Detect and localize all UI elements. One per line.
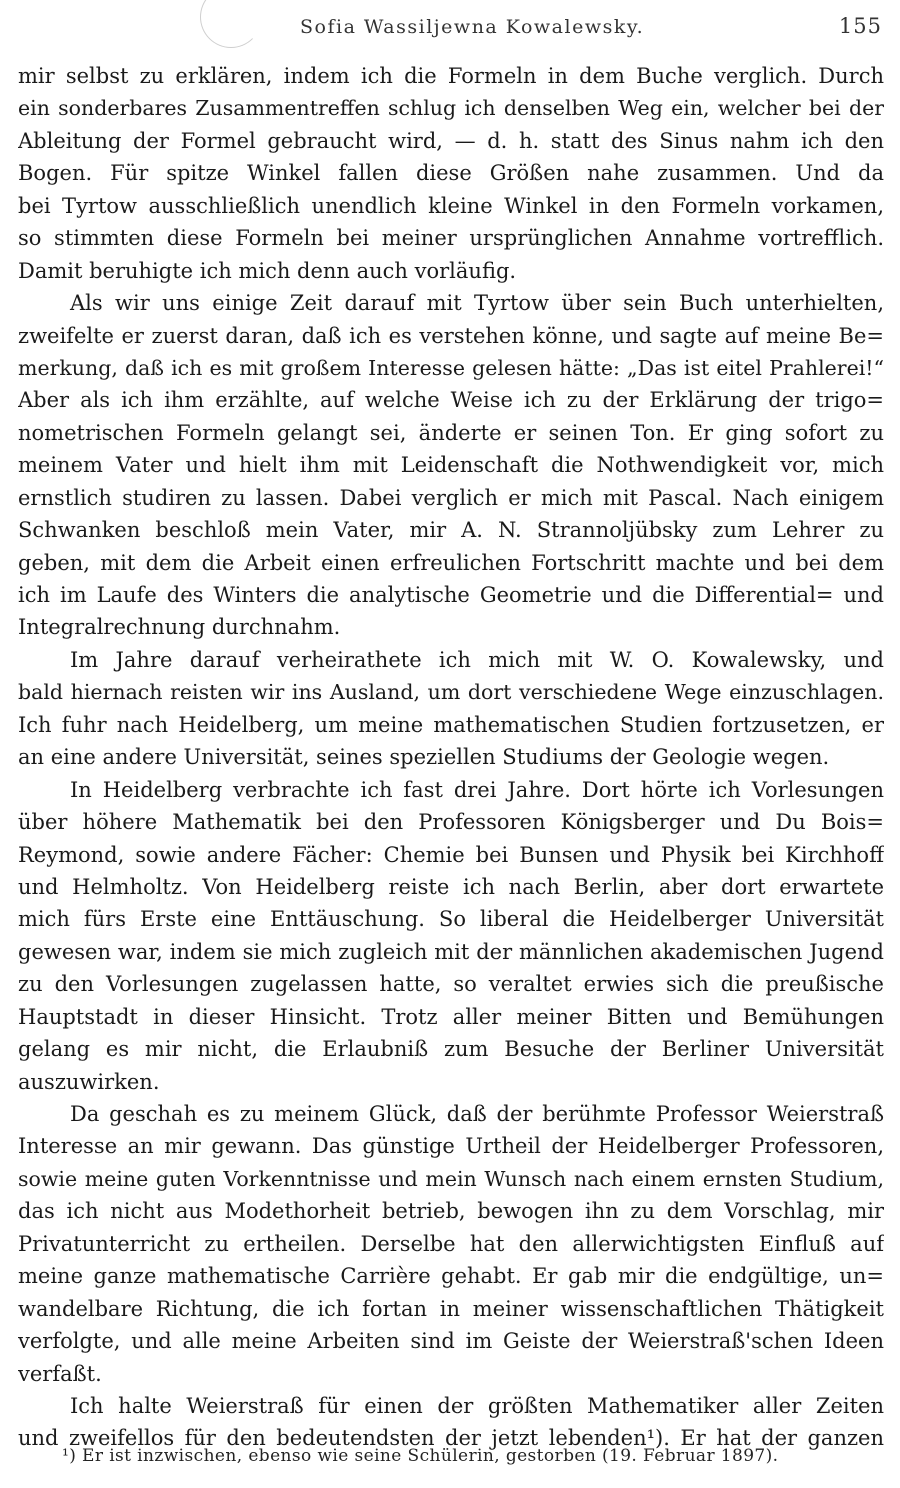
- text-line: ernstlich studiren zu lassen. Dabei verglich er mich mit Pascal. Nach einigem: [18, 485, 884, 510]
- text-line: das ich nicht aus Modethorheit betrieb, bewogen ihn zu dem Vorschlag, mir: [18, 1199, 884, 1224]
- text-line: Da geschah es zu meinem Glück, daß der berühmte Professor Weierstraß: [70, 1102, 884, 1126]
- text-line: gelang es mir nicht, die Erlaubniß zum Besuche der Berliner Universität: [18, 1037, 884, 1062]
- text-line: so stimmten diese Formeln bei meiner ursprünglichen Annahme vortrefflich.: [18, 226, 884, 251]
- scan-artifact-arc: [200, 0, 262, 48]
- page-number: 155: [838, 14, 882, 38]
- text-line: Im Jahre darauf verheirathete ich mich mit W. O. Kowalewsky, und: [70, 647, 884, 672]
- text-line: gewesen war, indem sie mich zugleich mit der männlichen akademischen Jugend: [18, 939, 884, 964]
- text-line: zu den Vorlesungen zugelassen hatte, so veraltet erwies sich die preußische: [18, 972, 884, 997]
- text-line: Privatunterricht zu ertheilen. Derselbe hat den allerwichtigsten Einfluß auf: [18, 1231, 884, 1256]
- text-line: Ich halte Weierstraß für einen der größten Mathematiker aller Zeiten: [70, 1393, 884, 1418]
- text-line: Interesse an mir gewann. Das günstige Urtheil der Heidelberger Professoren,: [18, 1134, 884, 1159]
- text-line: verfaßt.: [18, 1361, 102, 1386]
- text-line: Bogen. Für spitze Winkel fallen diese Größen nahe zusammen. Und da: [18, 161, 884, 186]
- text-line: ein sonderbares Zusammentreffen schlug ich denselben Weg ein, welcher bei der: [18, 96, 884, 121]
- text-line: Ableitung der Formel gebraucht wird, — d. h. statt des Sinus nahm ich den: [18, 128, 884, 153]
- paragraph: [18, 774, 884, 1098]
- text-line: meinem Vater und hielt ihm mit Leidenschaft die Nothwendigkeit vor, mich: [18, 453, 884, 478]
- text-line: auszuwirken.: [18, 1069, 160, 1094]
- text-line: merkung, daß ich es mit großem Interesse gelesen hätte: „Das ist eitel Prahlerei!“: [18, 355, 884, 380]
- text-line: an eine andere Universität, seines speziellen Studiums der Geologie wegen.: [18, 745, 830, 770]
- paragraph: [18, 1098, 884, 1390]
- text-line: mir selbst zu erklären, indem ich die Formeln in dem Buche verglich. Durch: [18, 64, 884, 88]
- text-line: bald hiernach reisten wir ins Ausland, um dort verschiedene Wege einzuschlagen.: [18, 680, 884, 705]
- text-line: meine ganze mathematische Carrière gehabt. Er gab mir die endgültige, un=: [18, 1264, 884, 1289]
- text-line: bei Tyrtow ausschließlich unendlich kleine Winkel in den Formeln vorkamen,: [18, 193, 884, 218]
- text-line: Ich fuhr nach Heidelberg, um meine mathematischen Studien fortzusetzen, er: [18, 712, 884, 737]
- text-line: Integralrechnung durchnahm.: [18, 615, 341, 640]
- text-line: und Helmholtz. Von Heidelberg reiste ich nach Berlin, aber dort erwartete: [18, 874, 884, 899]
- paragraph: [18, 60, 884, 287]
- text-line: Hauptstadt in dieser Hinsicht. Trotz aller meiner Bitten und Bemühungen: [18, 1004, 884, 1029]
- text-line: und zweifellos für den bedeutendsten der jetzt lebenden¹). Er hat der ganzen: [18, 1426, 884, 1451]
- text-line: geben, mit dem die Arbeit einen erfreulichen Fortschritt machte und bei dem: [18, 550, 884, 575]
- text-line: nometrischen Formeln gelangt sei, änderte er seinen Ton. Er ging sofort zu: [18, 420, 884, 445]
- body-text: [18, 60, 884, 1455]
- text-line: Als wir uns einige Zeit darauf mit Tyrtow über sein Buch unterhielten,: [70, 291, 884, 316]
- text-line: In Heidelberg verbrachte ich fast drei Jahre. Dort hörte ich Vorlesungen: [70, 777, 884, 802]
- running-title: Sofia Wassiljewna Kowalewsky.: [300, 16, 645, 38]
- text-line: über höhere Mathematik bei den Professoren Königsberger und Du Bois=: [18, 810, 884, 835]
- paragraph: [18, 287, 884, 644]
- text-line: Damit beruhigte ich mich denn auch vorläufig.: [18, 258, 517, 283]
- paragraph: [18, 644, 884, 774]
- text-line: mich fürs Erste eine Enttäuschung. So liberal die Heidelberger Universität: [18, 907, 884, 932]
- text-line: ich im Laufe des Winters die analytische Geometrie und die Differential= und: [18, 583, 884, 607]
- text-line: Schwanken beschloß mein Vater, mir A. N. Strannoljübsky zum Lehrer zu: [18, 518, 884, 543]
- text-line: sowie meine guten Vorkenntnisse und mein Wunsch nach einem ernsten Studium,: [18, 1166, 884, 1191]
- text-line: verfolgte, und alle meine Arbeiten sind im Geiste der Weierstraß'schen Ideen: [18, 1329, 884, 1354]
- text-line: wandelbare Richtung, die ich fortan in meiner wissenschaftlichen Thätigkeit: [18, 1296, 884, 1321]
- text-line: Reymond, sowie andere Fächer: Chemie bei Bunsen und Physik bei Kirchhoff: [18, 842, 884, 867]
- text-line: zweifelte er zuerst daran, daß ich es verstehen könne, und sagte auf meine Be=: [18, 323, 884, 348]
- footnote: ¹) Er ist inzwischen, ebenso wie seine Schülerin, gestorben (19. Februar 1897).: [62, 1446, 779, 1466]
- text-line: Aber als ich ihm erzählte, auf welche Weise ich zu der Erklärung der trigo=: [18, 388, 884, 413]
